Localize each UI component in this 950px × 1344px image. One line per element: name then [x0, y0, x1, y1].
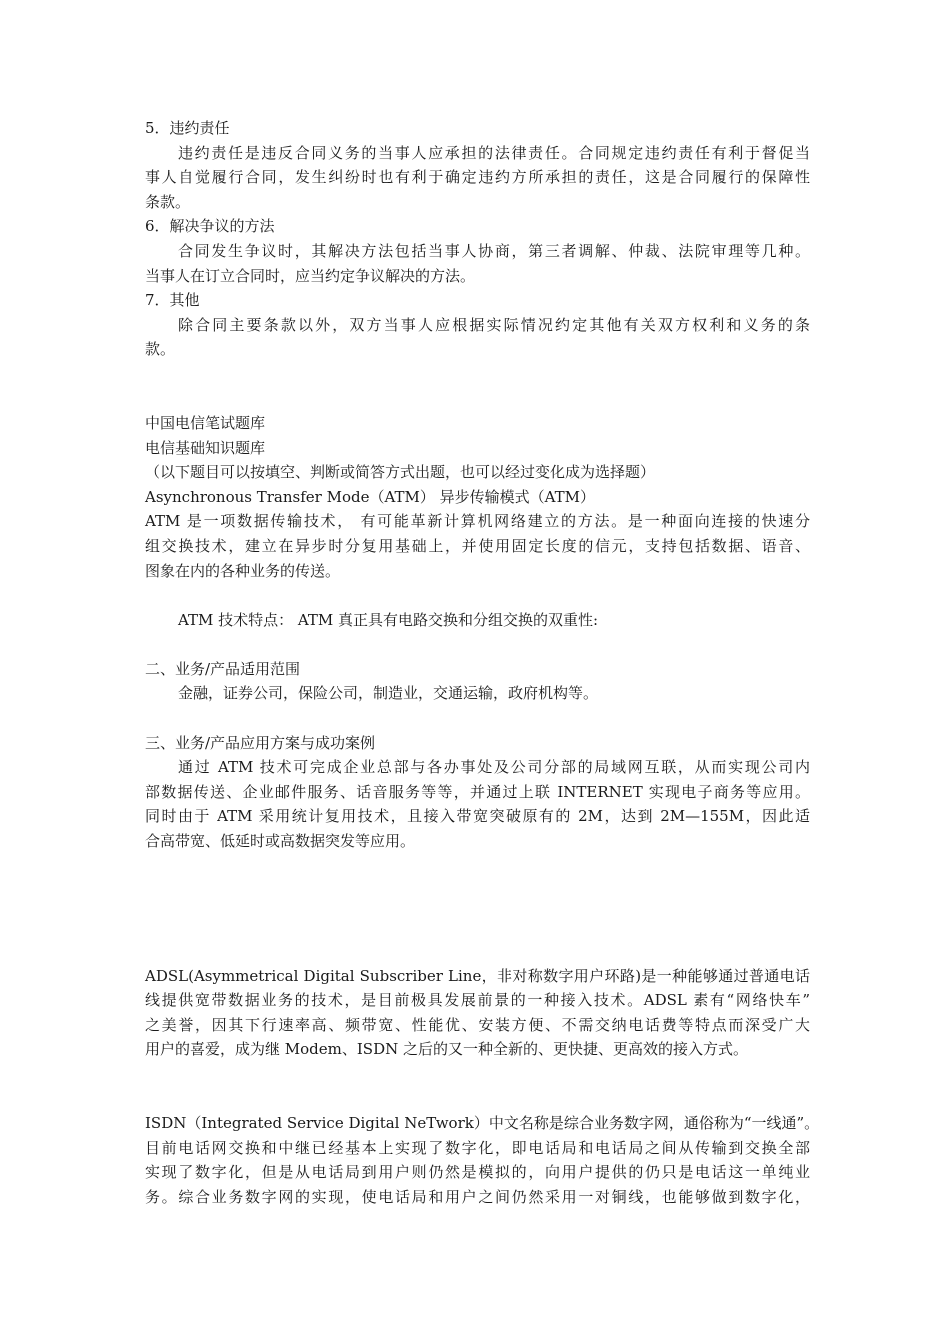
- atm-title: Asynchronous Transfer Mode（ATM） 异步传输模式（ATM）: [145, 487, 595, 506]
- paragraph-line: 线提供宽带数据业务的技术，是目前极具发展前景的一种接入技术。ADSL 素有“网络快车”: [145, 991, 810, 1010]
- cases-title: 三、业务/产品应用方案与成功案例: [145, 733, 376, 752]
- section-7-title: 7．其他: [145, 291, 200, 310]
- isdn-body: [145, 1111, 820, 1209]
- paragraph-line: 务。综合业务数字网的实现，使电话局和用户之间仍然采用一对铜线，也能够做到数字化，: [145, 1187, 810, 1206]
- paragraph-line: ATM 是一项数据传输技术， 有可能革新计算机网络建立的方法。是一种面向连接的快速分: [145, 512, 810, 531]
- section-5-title: 5．违约责任: [145, 119, 230, 137]
- paragraph-line: ADSL(Asymmetrical Digital Subscriber Line，非对称数字用户环路)是一种能够通过普通电话: [145, 966, 810, 985]
- section-7-body: [145, 313, 810, 362]
- paragraph-line: 用户的喜爱，成为继 Modem、ISDN 之后的又一种全新的、更快捷、更高效的接入方式。: [145, 1040, 748, 1059]
- paragraph-line: 之美誉，因其下行速率高、频带宽、性能优、安装方便、不需交纳电话费等特点而深受广大: [145, 1015, 810, 1034]
- telecom-note: （以下题目可以按填空、判断或简答方式出题，也可以经过变化成为选择题）: [145, 463, 656, 482]
- scope-title: 二、业务/产品适用范围: [145, 659, 301, 678]
- paragraph-line: 同时由于 ATM 采用统计复用技术，且接入带宽突破原有的 2M，达到 2M—155M，因此适: [145, 807, 810, 826]
- paragraph-line: 除合同主要条款以外，双方当事人应根据实际情况约定其他有关双方权利和义务的条: [178, 315, 810, 334]
- telecom-heading: 中国电信笔试题库: [145, 413, 266, 432]
- paragraph-line: 实现了数字化，但是从电话局到用户则仍然是模拟的，向用户提供的仍只是电话这一单纯业: [145, 1163, 810, 1182]
- scope-body: 金融，证券公司，保险公司，制造业，交通运输，政府机构等。: [178, 684, 599, 703]
- telecom-subheading: 电信基础知识题库: [145, 438, 266, 457]
- section-6-body: [145, 239, 810, 288]
- adsl-body: [145, 964, 810, 1062]
- paragraph-line: 当事人在订立合同时，应当约定争议解决的方法。: [145, 266, 476, 285]
- paragraph-line: 事人自觉履行合同，发生纠纷时也有利于确定违约方所承担的责任，这是合同履行的保障性: [145, 168, 810, 187]
- paragraph-line: 目前电话网交换和中继已经基本上实现了数字化，即电话局和电话局之间从传输到交换全部: [145, 1138, 810, 1157]
- atm-feature: ATM 技术特点： ATM 真正具有电路交换和分组交换的双重性:: [178, 610, 599, 629]
- paragraph-line: ISDN（Integrated Service Digital NeTwork）中文名称是综合业务数字网，通俗称为“一线通”。: [145, 1114, 820, 1132]
- paragraph-line: 违约责任是违反合同义务的当事人应承担的法律责任。合同规定违约责任有利于督促当: [178, 143, 810, 162]
- section-5-body: [145, 141, 810, 215]
- section-6-title: 6．解决争议的方法: [145, 217, 275, 236]
- paragraph-line: 条款。: [145, 192, 191, 211]
- paragraph-line: 合同发生争议时，其解决方法包括当事人协商，第三者调解、仲裁、法院审理等几种。: [178, 241, 810, 260]
- paragraph-line: 通过 ATM 技术可完成企业总部与各办事处及公司分部的局域网互联，从而实现公司内: [178, 758, 810, 777]
- paragraph-line: 组交换技术，建立在异步时分复用基础上，并使用固定长度的信元，支持包括数据、语音、: [145, 536, 810, 555]
- paragraph-line: 图象在内的各种业务的传送。: [145, 561, 341, 580]
- paragraph-line: 合高带宽、低延时或高数据突发等应用。: [145, 832, 416, 851]
- cases-body: [145, 755, 810, 853]
- document-page: [145, 116, 820, 1209]
- paragraph-line: 款。: [145, 340, 176, 359]
- atm-body: [145, 509, 810, 583]
- paragraph-line: 部数据传送、企业邮件服务、话音服务等等，并通过上联 INTERNET 实现电子商务等应用。: [145, 782, 810, 801]
